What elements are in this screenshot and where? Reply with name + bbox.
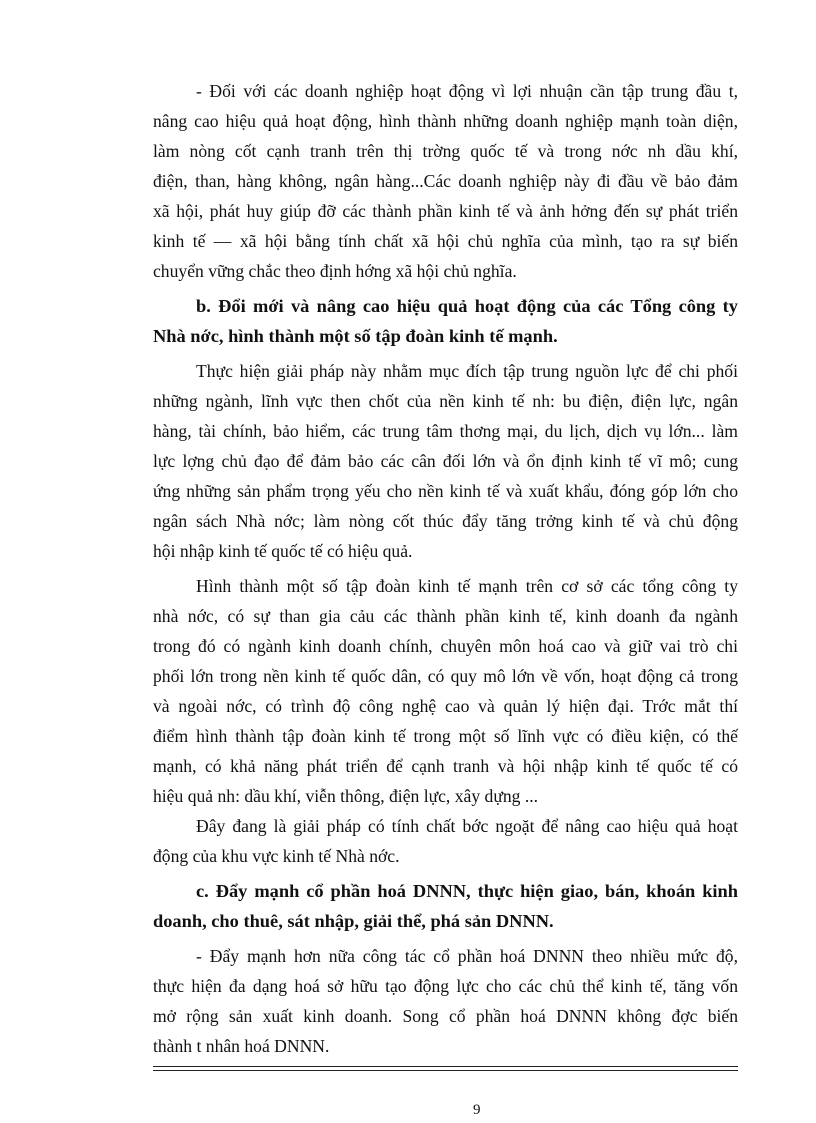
paragraph-line: điện, than, hàng không, ngân hàng...Các doanh nghiệp này đi đầu về bảo đảm: [153, 171, 738, 191]
paragraph-line: Đây đang là giải pháp có tính chất bớc ngoặt để nâng cao hiệu quả hoạt: [196, 816, 738, 836]
paragraph-line: hiệu quả nh: dầu khí, viễn thông, điện lực, xây dựng ...: [153, 786, 539, 806]
paragraph-line: - Đẩy mạnh hơn nữa công tác cổ phần hoá DNNN theo nhiều mức độ,: [196, 946, 738, 966]
section-heading-c: c. Đẩy mạnh cổ phần hoá DNNN, thực hiện giao, bán, khoán kinh: [196, 881, 738, 901]
paragraph-line: nâng cao hiệu quả hoạt động, hình thành những doanh nghiệp mạnh toàn diện,: [153, 111, 738, 131]
paragraph-line: hội nhập kinh tế quốc tế có hiệu quả.: [153, 541, 413, 561]
paragraph-line: và ngoài nớc, có trình độ công nghệ cao và quản lý hiện đại. Trớc mắt thí: [153, 696, 738, 716]
paragraph-line: ngân sách Nhà nớc; làm nòng cốt thúc đẩy tăng trởng kinh tế và chủ động: [153, 511, 738, 531]
paragraph-line: ứng những sản phẩm trọng yếu cho nền kinh tế và xuất khẩu, đóng góp lớn cho: [153, 481, 738, 501]
paragraph-line: động của khu vực kinh tế Nhà nớc.: [153, 846, 400, 866]
paragraph-line: lực lợng chủ đạo để đảm bảo các cân đối lớn và ổn định kinh tế vĩ mô; cung: [153, 451, 738, 471]
paragraph-line: phối lớn trong nền kinh tế quốc dân, có quy mô lớn về vốn, hoạt động cả trong: [153, 666, 738, 686]
page-number: 9: [473, 1102, 481, 1118]
section-heading-b: b. Đổi mới và nâng cao hiệu quả hoạt động của các Tổng công ty: [196, 296, 738, 316]
paragraph-line: làm nòng cốt cạnh tranh trên thị trờng quốc tế và trong nớc nh dầu khí,: [153, 141, 738, 161]
paragraph-line: xã hội, phát huy giúp đỡ các thành phần kinh tế và ảnh hởng đến sự phát triển: [153, 201, 738, 221]
paragraph-line: thực hiện đa dạng hoá sở hữu tạo động lực cho các chủ thể kinh tế, tăng vốn: [153, 976, 738, 996]
paragraph-line: điểm hình thành tập đoàn kinh tế trong một số lĩnh vực có điều kiện, có thế: [153, 726, 738, 746]
paragraph-line: mở rộng sản xuất kinh doanh. Song cổ phần hoá DNNN không đợc biến: [153, 1006, 738, 1026]
section-heading-c-cont: doanh, cho thuê, sát nhập, giải thể, phá sản DNNN.: [153, 911, 554, 931]
paragraph-line: kinh tế — xã hội bằng tính chất xã hội chủ nghĩa của mình, tạo ra sự biến: [153, 231, 738, 251]
paragraph-line: - Đối với các doanh nghiệp hoạt động vì lợi nhuận cần tập trung đầu t,: [196, 81, 738, 101]
section-heading-b-cont: Nhà nớc, hình thành một số tập đoàn kinh tế mạnh.: [153, 326, 558, 346]
footer-rule: [153, 1066, 738, 1071]
paragraph-line: Thực hiện giải pháp này nhằm mục đích tập trung nguồn lực để chi phối: [196, 361, 738, 381]
paragraph-line: chuyển vững chắc theo định hớng xã hội chủ nghĩa.: [153, 261, 517, 281]
paragraph-line: thành t nhân hoá DNNN.: [153, 1036, 330, 1056]
paragraph-line: nhà nớc, có sự than gia cảu các thành phần kinh tế, kinh doanh đa ngành: [153, 606, 738, 626]
paragraph-line: mạnh, có khả năng phát triển để cạnh tranh và hội nhập kinh tế quốc tế có: [153, 756, 738, 776]
paragraph-line: trong đó có ngành kinh doanh chính, chuyên môn hoá cao và giữ vai trò chi: [153, 636, 738, 656]
paragraph-line: hàng, tài chính, bảo hiểm, các trung tâm thơng mại, du lịch, dịch vụ lớn... làm: [153, 421, 738, 441]
paragraph-line: những ngành, lĩnh vực then chốt của nền kinh tế nh: bu điện, điện lực, ngân: [153, 391, 738, 411]
paragraph-line: Hình thành một số tập đoàn kinh tế mạnh trên cơ sở các tổng công ty: [196, 576, 738, 596]
